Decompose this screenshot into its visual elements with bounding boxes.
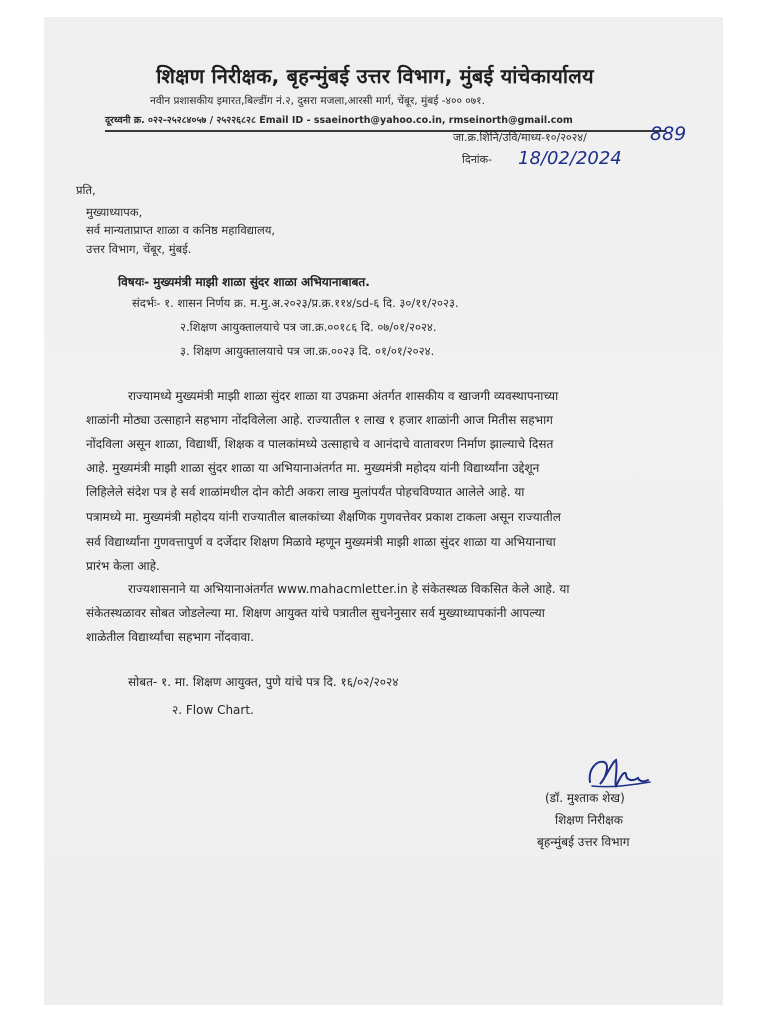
letter-subject: विषयः- मुख्यमंत्री माझी शाळा सुंदर शाळा अभियानाबाबत.	[118, 275, 370, 289]
recipient-line: मुख्याध्यापक,	[86, 205, 143, 219]
body-line: शाळेतील विद्यार्थ्यांचा सहभाग नोंदवावा.	[86, 630, 255, 644]
office-title: शिक्षण निरीक्षक, बृहन्मुंबई उत्तर विभाग, मुंबई यांचेकार्यालय	[156, 64, 594, 88]
body-line: लिहिलेले संदेश पत्र हे सर्व शाळांमधील दोन कोटी अकरा लाख मुलांपर्यंत पोहचविण्यात आलेले आहे. या	[86, 485, 525, 499]
enclosure-item: २. Flow Chart.	[172, 703, 254, 717]
date-label: दिनांक-	[462, 153, 493, 166]
date-handwritten: 18/02/2024	[518, 148, 622, 169]
signatory-name: (डॉ. मुश्ताक शेख)	[545, 791, 625, 805]
recipient-salutation: प्रति,	[76, 183, 96, 197]
body-line: सर्व विद्यार्थ्यांना गुणवत्तापुर्ण व दर्जेदार शिक्षण मिळावे म्हणून मुख्यमंत्री माझी शाळा सुंदर शाळा या अभियानाचा	[86, 535, 556, 549]
body-line: नोंदविला असून शाळा, विद्यार्थी, शिक्षक व पालकांमध्ये उत्साहाचे व आनंदाचे वातावरण निर्माण झाल्याचे दिसत	[86, 437, 554, 451]
body-line: राज्यशासनाने या अभियानाअंतर्गत www.mahacmletter.in हे संकेतस्थळ विकसित केले आहे. या	[128, 582, 570, 596]
office-address: नवीन प्रशासकीय इमारत,बिल्डींग नं.२, दुसरा मजला,आरसी मार्ग, चेंबूर, मुंबई -४०० ०७१.	[150, 95, 485, 107]
recipient-line: सर्व मान्यताप्राप्त शाळा व कनिष्ठ महाविद्यालय,	[86, 223, 276, 237]
body-line: पत्रामध्ये मा. मुख्यमंत्री महोदय यांनी राज्यातील बालकांच्या शैक्षणिक गुणवत्तेवर प्रकाश टाकला असून राज्यातील	[86, 510, 561, 524]
body-line: राज्यामध्ये मुख्यमंत्री माझी शाळा सुंदर शाळा या उपक्रमा अंतर्गत शासकीय व खाजगी व्यवस्थापनाच्या	[128, 389, 559, 403]
body-line: आहे. मुख्यमंत्री माझी शाळा सुंदर शाळा या अभियानाअंतर्गत मा. मुख्यमंत्री महोदय यांनी विद्यार्थ्यांना उद्देशून	[86, 461, 540, 475]
body-line: शाळांनी मोठ्या उत्साहाने सहभाग नोंदविलेला आहे. राज्यातील १ लाख १ हजार शाळांनी आज मितीस सहभाग	[86, 413, 553, 427]
handwritten-signature	[582, 752, 652, 794]
reference-number-handwritten: 889	[650, 123, 687, 145]
reference-number-printed: जा.क्र.शिनि/उवि/माध्य-१०/२०२४/	[453, 131, 587, 144]
body-line: प्रारंभ केला आहे.	[86, 559, 160, 573]
enclosure-item: सोबत- १. मा. शिक्षण आयुक्त, पुणे यांचे पत्र दि. १६/०२/२०२४	[128, 675, 399, 689]
recipient-line: उत्तर विभाग, चेंबूर, मुंबई.	[86, 242, 192, 256]
signatory-designation: शिक्षण निरीक्षक	[555, 813, 623, 827]
body-line: संकेतस्थळावर सोबत जोडलेल्या मा. शिक्षण आयुक्त यांचे पत्रातील सुचनेनुसार सर्व मुख्याध्यापकांनी आपल्या	[86, 606, 545, 620]
reference-item: ३. शिक्षण आयुक्तालयाचे पत्र जा.क्र.००२३ दि. ०१/०१/२०२४.	[180, 344, 435, 358]
office-contact: दूरध्वनी क्र. ०२२-२५२८४०५७ / २५२२६८२८ Email ID - ssaeinorth@yahoo.co.in, rmseinorth@gmail.com	[105, 115, 573, 126]
signatory-division: बृहन्मुंबई उत्तर विभाग	[537, 835, 630, 849]
reference-item: संदर्भः- १. शासन निर्णय क्र. म.मु.अ.२०२३/प्र.क्र.११४/sd-६ दि. ३०/११/२०२३.	[132, 296, 459, 310]
reference-item: २.शिक्षण आयुक्तालयाचे पत्र जा.क्र.००१८६ दि. ०७/०१/२०२४.	[180, 320, 437, 334]
